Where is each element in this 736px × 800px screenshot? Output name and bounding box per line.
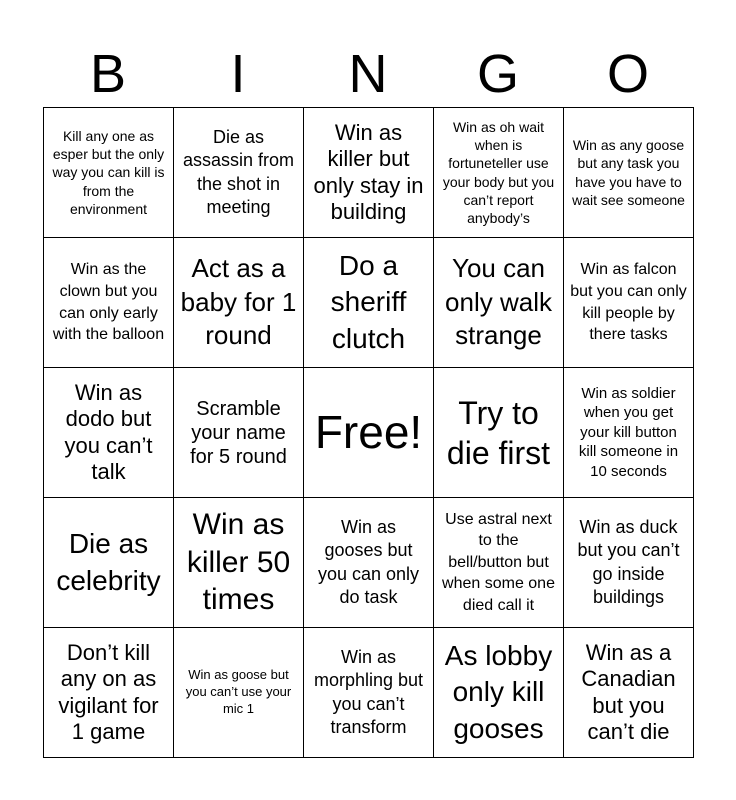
cell-text: Die as celebrity bbox=[56, 528, 161, 596]
bingo-cell[interactable] bbox=[564, 628, 694, 758]
bingo-cell[interactable] bbox=[434, 368, 564, 498]
header-letter-i: I bbox=[230, 44, 246, 104]
bingo-cell[interactable] bbox=[434, 238, 564, 368]
cell-text: Win as falcon but you can only kill people by there tasks bbox=[570, 261, 687, 344]
bingo-cell[interactable] bbox=[174, 238, 304, 368]
bingo-cell[interactable] bbox=[44, 238, 174, 368]
cell-text: Don’t kill any on as vigilant for 1 game bbox=[58, 639, 159, 744]
bingo-cell[interactable] bbox=[174, 108, 304, 238]
cell-text: Win as killer 50 times bbox=[186, 508, 291, 617]
bingo-cell[interactable] bbox=[434, 498, 564, 628]
cell-text: Die as assassin from the shot in meeting bbox=[182, 126, 295, 217]
bingo-cell[interactable] bbox=[44, 628, 174, 758]
bingo-cell[interactable] bbox=[44, 108, 174, 238]
cell-text: Win as morphling but you can’t transform bbox=[313, 646, 424, 737]
header-letter-o: O bbox=[606, 44, 649, 104]
cell-text: Do a sheriff clutch bbox=[330, 249, 407, 354]
cell-text: Win as any goose but any task you have you have to wait see someone bbox=[572, 137, 685, 208]
bingo-cell[interactable] bbox=[434, 628, 564, 758]
bingo-cell[interactable] bbox=[434, 108, 564, 238]
bingo-cell[interactable] bbox=[174, 628, 304, 758]
header-letter-n: N bbox=[348, 44, 388, 104]
bingo-cell[interactable] bbox=[304, 498, 434, 628]
bingo-cell[interactable] bbox=[564, 498, 694, 628]
header-letter-g: G bbox=[476, 44, 519, 104]
bingo-cell[interactable] bbox=[304, 108, 434, 238]
free-space[interactable] bbox=[304, 368, 434, 498]
cell-text: Win as oh wait when is fortuneteller use your body but you can’t report anybody’s bbox=[442, 118, 555, 226]
cell-text: Act as a baby for 1 round bbox=[180, 252, 297, 351]
bingo-cell[interactable] bbox=[304, 238, 434, 368]
cell-text: Win as duck but you can’t go inside buildings bbox=[577, 516, 680, 607]
cell-text: Use astral next to the bell/button but when some one died call it bbox=[442, 510, 555, 614]
cell-text: As lobby only kill gooses bbox=[444, 639, 553, 744]
cell-text: Scramble your name for 5 round bbox=[190, 397, 287, 468]
bingo-cell[interactable] bbox=[174, 498, 304, 628]
bingo-cell[interactable] bbox=[44, 368, 174, 498]
cell-text: Win as a Canadian but you can’t die bbox=[581, 639, 676, 744]
cell-text: Try to die first bbox=[446, 394, 551, 471]
bingo-cell[interactable] bbox=[564, 238, 694, 368]
cell-text: Win as killer but only stay in building bbox=[313, 119, 424, 224]
cell-text: You can only walk strange bbox=[445, 252, 552, 351]
cell-text: Win as soldier when you get your kill button kill someone in 10 seconds bbox=[578, 384, 679, 480]
bingo-header bbox=[43, 40, 693, 108]
bingo-cell[interactable] bbox=[44, 498, 174, 628]
bingo-cell[interactable] bbox=[564, 368, 694, 498]
cell-text: Free! bbox=[314, 406, 423, 459]
cell-text: Win as the clown but you can only early with the balloon bbox=[52, 261, 165, 344]
bingo-cell[interactable] bbox=[174, 368, 304, 498]
cell-text: Kill any one as esper but the only way you can kill is from the environment bbox=[52, 128, 165, 217]
bingo-cell[interactable] bbox=[304, 628, 434, 758]
bingo-card bbox=[43, 107, 694, 758]
bingo-cell[interactable] bbox=[564, 108, 694, 238]
cell-text: Win as gooses but you can only do task bbox=[317, 516, 420, 607]
cell-text: Win as goose but you can’t use your mic 1 bbox=[185, 667, 292, 716]
cell-text: Win as dodo but you can’t talk bbox=[64, 379, 153, 484]
header-letter-b: B bbox=[89, 44, 127, 104]
